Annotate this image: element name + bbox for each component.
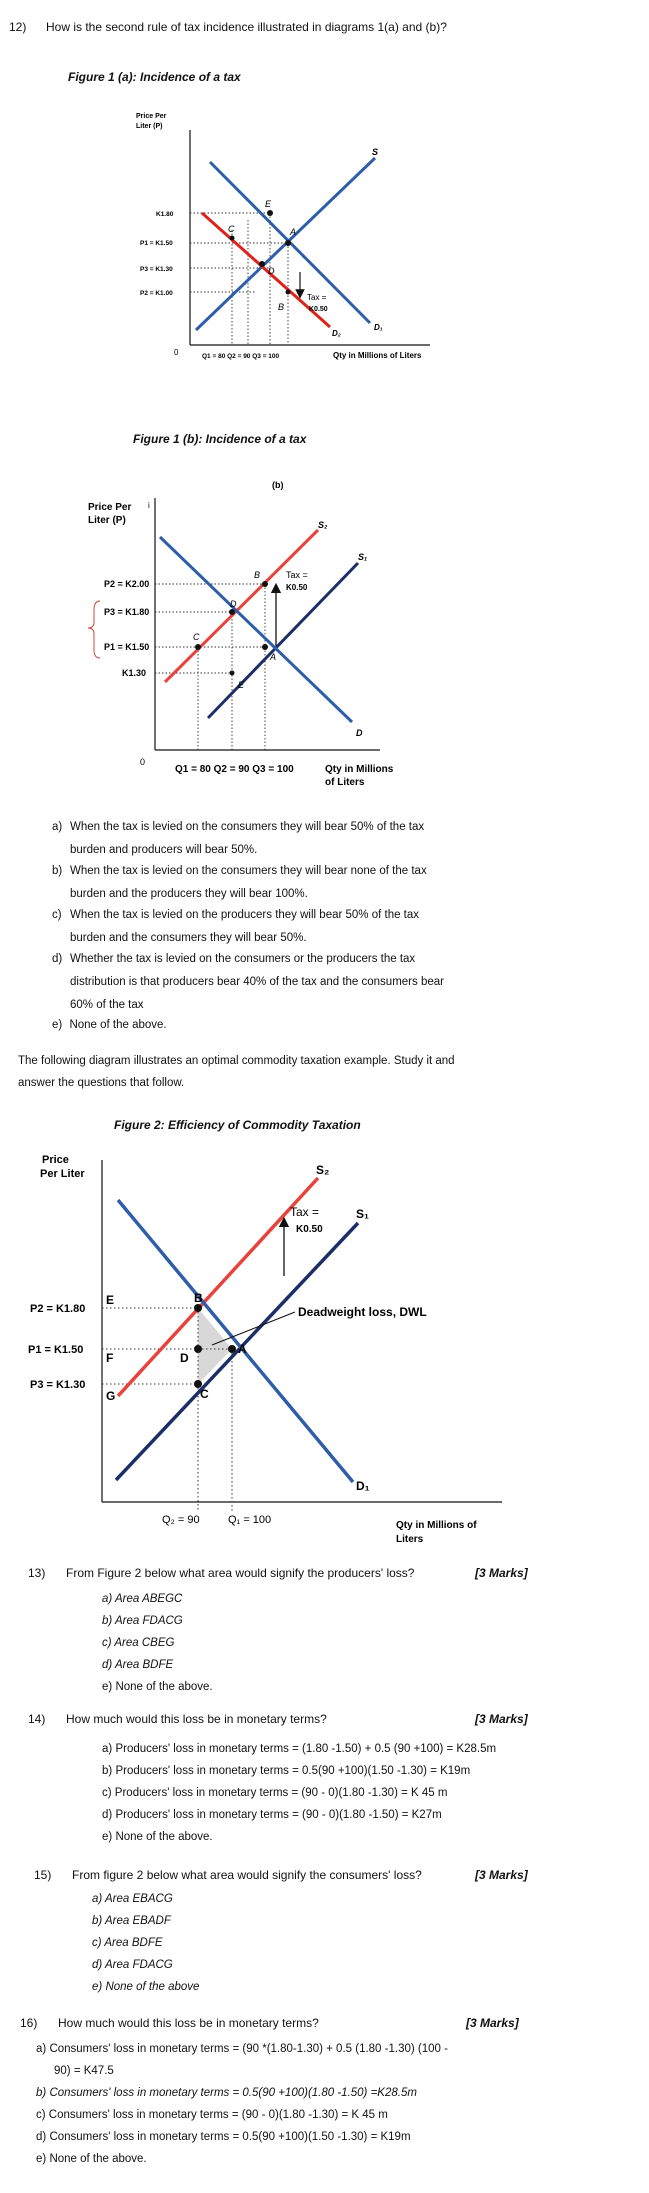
q12-option-a-label: a) bbox=[52, 821, 63, 833]
fig1b-panel: (b) bbox=[272, 480, 284, 490]
q12-option-b-line2: burden and the producers they will bear 100%. bbox=[70, 888, 308, 900]
q13-option-d-text: Area BDFE bbox=[115, 1659, 174, 1671]
fig2-xlabel-1: Qty in Millions of bbox=[396, 1520, 477, 1531]
fig1a-ylabel-2: Liter (P) bbox=[136, 123, 163, 130]
fig1a-point-c bbox=[230, 236, 235, 241]
q15-option-e bbox=[92, 1980, 199, 1995]
fig1b-p-p3: P3 = K1.80 bbox=[104, 607, 150, 617]
fig1b-x-labels: Q1 = 80 Q2 = 90 Q3 = 100 bbox=[175, 764, 294, 775]
q16-option-d-label: d) bbox=[36, 2131, 47, 2143]
q13-option-b-label: b) bbox=[102, 1615, 113, 1627]
fig1b-tax-label-1: Tax = bbox=[286, 570, 308, 580]
fig2-label-a: A bbox=[238, 1342, 247, 1356]
q16-option-a-label: a) bbox=[36, 2043, 47, 2055]
fig1a-label-e: E bbox=[265, 199, 272, 209]
q14-option-d-text: Producers' loss in monetary terms = (90 - 0)(1.80 -1.50) = K27m bbox=[115, 1809, 442, 1821]
q12-option-d-line2: distribution is that producers bear 40% of the tax and the consumers bear bbox=[70, 976, 444, 988]
q14-option-b bbox=[102, 1764, 470, 1779]
q12-option-d-line3: 60% of the tax bbox=[70, 999, 144, 1011]
fig2-point-d bbox=[194, 1345, 202, 1353]
fig1a-label-d1: D₁ bbox=[374, 323, 383, 332]
fig2-ylabel-2: Per Liter bbox=[40, 1168, 85, 1180]
figure-1a bbox=[0, 0, 649, 400]
fig2-label-b: B bbox=[194, 1291, 203, 1305]
q13-option-a bbox=[102, 1592, 182, 1607]
q12-option-c-line2: burden and the consumers they will bear 50%. bbox=[70, 932, 307, 944]
q16-option-e bbox=[36, 2152, 147, 2167]
q12-option-d-label: d) bbox=[52, 953, 63, 965]
fig1a-origin: 0 bbox=[174, 348, 179, 357]
fig1b-point-c bbox=[195, 644, 201, 650]
q12-option-d bbox=[52, 952, 612, 1013]
fig1a-point-e bbox=[267, 210, 273, 216]
fig1a-label-c: C bbox=[228, 224, 235, 234]
q16-option-a-text: Consumers' loss in monetary terms = (90 *(1.80-1.30) + 0.5 (1.80 -1.30) (100 - bbox=[49, 2043, 448, 2055]
fig1a-x-labels: Q1 = 80 Q2 = 90 Q3 = 100 bbox=[202, 353, 280, 360]
fig1b-tax-label-2: K0.50 bbox=[286, 583, 308, 592]
q13-option-b bbox=[102, 1614, 183, 1629]
q14-option-a-text: Producers' loss in monetary terms = (1.80 -1.50) + 0.5 (90 +100) = K28.5m bbox=[115, 1743, 497, 1755]
fig2-label-e: E bbox=[106, 1293, 115, 1307]
fig1b-xlabel-1: Qty in Millions bbox=[325, 764, 394, 775]
q15-option-e-text: None of the above bbox=[105, 1981, 200, 1993]
fig1b-label-e: E bbox=[238, 680, 245, 690]
q14-option-b-label: b) bbox=[102, 1765, 113, 1777]
fig1b-point-b bbox=[262, 581, 268, 587]
fig2-label-f: F bbox=[106, 1351, 114, 1365]
q15-number: 15) bbox=[34, 1868, 52, 1882]
fig1a-title: Figure 1 (a): Incidence of a tax bbox=[68, 70, 241, 84]
fig1b-point-a bbox=[262, 644, 268, 650]
fig1b-point-e bbox=[230, 671, 235, 676]
figure-2 bbox=[0, 1140, 649, 1580]
fig1b-point-d bbox=[229, 609, 235, 615]
fig2-label-g: G bbox=[106, 1389, 116, 1403]
fig1a-label-s: S bbox=[372, 147, 379, 157]
q12-number: 12) bbox=[9, 20, 27, 34]
fig1b-label-b: B bbox=[254, 570, 261, 580]
q12-option-a bbox=[52, 820, 612, 858]
q13-option-a-text: Area ABEGC bbox=[115, 1593, 183, 1605]
q13-option-e-text: None of the above. bbox=[115, 1681, 213, 1693]
intro-line-2: answer the questions that follow. bbox=[18, 1077, 185, 1089]
fig2-label-s1: S₁ bbox=[356, 1207, 369, 1221]
q15-option-c-label: c) bbox=[92, 1937, 102, 1949]
q15-option-b-text: Area EBADF bbox=[105, 1915, 171, 1927]
fig1a-ylabel-1: Price Per bbox=[136, 113, 167, 120]
fig1a-guides bbox=[190, 213, 288, 345]
fig2-label-d: D bbox=[180, 1351, 189, 1365]
fig1b-p-p2: P2 = K2.00 bbox=[104, 579, 150, 589]
fig2-p-p2: P2 = K1.80 bbox=[30, 1303, 86, 1315]
q14-text: How much would this loss be in monetary terms? bbox=[66, 1712, 327, 1726]
fig1a-label-d: D bbox=[268, 266, 275, 276]
q12-option-b-line1: When the tax is levied on the consumers they will bear none of the tax bbox=[70, 865, 427, 877]
q14-option-a-label: a) bbox=[102, 1743, 113, 1755]
q16-option-d-text: Consumers' loss in monetary terms = 0.5(90 +100)(1.50 -1.30) = K19m bbox=[49, 2131, 411, 2143]
fig1b-demand-d bbox=[160, 537, 352, 722]
fig2-q2: Q₂ = 90 bbox=[162, 1514, 200, 1526]
fig1a-p-p3: P3 = K1.30 bbox=[140, 266, 173, 273]
fig1b-label-s2: S₂ bbox=[318, 520, 328, 530]
q14-option-c bbox=[102, 1786, 447, 1801]
q12-option-a-line1: When the tax is levied on the consumers they will bear 50% of the tax bbox=[70, 821, 425, 833]
fig2-xlabel-2: Liters bbox=[396, 1534, 424, 1545]
q15-text: From figure 2 below what area would signify the consumers' loss? bbox=[72, 1868, 422, 1882]
q13-marks: [3 Marks] bbox=[475, 1566, 528, 1580]
q13-option-a-label: a) bbox=[102, 1593, 113, 1605]
q15-option-c bbox=[92, 1936, 163, 1951]
fig1a-p-k180: K1.80 bbox=[156, 211, 174, 218]
q12-option-d-line1: Whether the tax is levied on the consumers or the producers the tax bbox=[70, 953, 416, 965]
fig1a-label-a: A bbox=[290, 227, 297, 237]
q14-option-b-text: Producers' loss in monetary terms = 0.5(90 +100)(1.50 -1.30) = K19m bbox=[115, 1765, 471, 1777]
fig2-tax-label-1: Tax = bbox=[290, 1205, 320, 1219]
q15-option-b bbox=[92, 1914, 171, 1929]
q13-option-d bbox=[102, 1658, 173, 1673]
q12-option-b bbox=[52, 864, 612, 902]
q12-option-e-line1: None of the above. bbox=[69, 1019, 167, 1031]
fig1b-ylabel-1: Price Per bbox=[88, 502, 132, 513]
fig1a-point-a bbox=[285, 240, 291, 246]
q16-option-e-label: e) bbox=[36, 2153, 47, 2165]
fig2-ylabel-1: Price bbox=[42, 1154, 69, 1166]
q13-option-c bbox=[102, 1636, 174, 1651]
q13-number: 13) bbox=[28, 1566, 46, 1580]
fig1a-point-b bbox=[286, 290, 291, 295]
fig1b-bracket bbox=[88, 601, 100, 658]
q15-marks: [3 Marks] bbox=[475, 1868, 528, 1882]
fig1a-label-d2: D₂ bbox=[332, 329, 341, 338]
q16-option-b-label: b) bbox=[36, 2087, 47, 2099]
q12-option-a-line2: burden and producers will bear 50%. bbox=[70, 844, 258, 856]
fig1a-point-d bbox=[259, 261, 265, 267]
q13-option-e-label: e) bbox=[102, 1681, 113, 1693]
q15-option-a bbox=[92, 1892, 173, 1907]
fig1b-label-d: D bbox=[356, 728, 363, 738]
fig2-tax-label-2: K0.50 bbox=[296, 1224, 323, 1235]
fig2-point-b bbox=[194, 1304, 202, 1312]
q16-text: How much would this loss be in monetary terms? bbox=[58, 2016, 319, 2030]
q14-option-e-text: None of the above. bbox=[115, 1831, 213, 1843]
fig1b-label-s1: S₁ bbox=[358, 552, 368, 562]
q16-number: 16) bbox=[20, 2016, 38, 2030]
q14-option-d bbox=[102, 1808, 442, 1823]
fig2-point-a bbox=[228, 1345, 236, 1353]
q16-option-b-text: Consumers' loss in monetary terms = 0.5(90 +100)(1.80 -1.50) =K28.5m bbox=[49, 2087, 417, 2099]
fig1a-p-p1: P1 = K1.50 bbox=[140, 240, 173, 247]
q16-option-c-text: Consumers' loss in monetary terms = (90 - 0)(1.80 -1.30) = K 45 m bbox=[48, 2109, 388, 2121]
fig1b-p-k130: K1.30 bbox=[122, 668, 147, 678]
q13-option-b-text: Area FDACG bbox=[115, 1615, 183, 1627]
q16-option-a bbox=[36, 2042, 616, 2079]
fig2-p-p3: P3 = K1.30 bbox=[30, 1379, 86, 1391]
figure-1b bbox=[0, 460, 649, 820]
q16-option-d bbox=[36, 2130, 411, 2145]
fig1b-label-c: C bbox=[193, 632, 200, 642]
q15-option-b-label: b) bbox=[92, 1915, 103, 1927]
q15-option-d-text: Area FDACG bbox=[105, 1959, 173, 1971]
q14-option-e-label: e) bbox=[102, 1831, 113, 1843]
q13-option-d-label: d) bbox=[102, 1659, 113, 1671]
fig1b-origin: 0 bbox=[140, 757, 146, 767]
q14-option-d-label: d) bbox=[102, 1809, 113, 1821]
fig1a-tax-label-1: Tax = bbox=[307, 293, 327, 302]
q14-option-c-text: Producers' loss in monetary terms = (90 - 0)(1.80 -1.30) = K 45 m bbox=[114, 1787, 448, 1799]
q15-option-a-label: a) bbox=[92, 1893, 103, 1905]
fig2-label-c: C bbox=[200, 1387, 209, 1401]
q16-option-c-label: c) bbox=[36, 2109, 46, 2121]
q12-option-e-label: e) bbox=[52, 1019, 63, 1031]
q15-option-c-text: Area BDFE bbox=[104, 1937, 163, 1949]
fig1a-p-p2: P2 = K1.00 bbox=[140, 290, 173, 297]
q15-option-a-text: Area EBACG bbox=[105, 1893, 173, 1905]
fig2-q1: Q₁ = 100 bbox=[228, 1514, 272, 1526]
fig1b-supply-s2 bbox=[165, 530, 318, 682]
fig1b-title: Figure 1 (b): Incidence of a tax bbox=[133, 432, 307, 446]
fig1b-tick: i bbox=[148, 501, 150, 510]
fig1b-ylabel-2: Liter (P) bbox=[88, 515, 126, 526]
fig1b-xlabel-2: of Liters bbox=[325, 777, 365, 788]
fig2-p-p1: P1 = K1.50 bbox=[28, 1344, 84, 1356]
q16-option-b bbox=[36, 2086, 417, 2101]
fig1b-label-a: A bbox=[270, 652, 277, 662]
q16-option-a-text2: 90) = K47.5 bbox=[54, 2065, 114, 2077]
fig1a-xlabel: Qty in Millions of Liters bbox=[333, 351, 422, 360]
q15-option-d-label: d) bbox=[92, 1959, 103, 1971]
q16-option-c bbox=[36, 2108, 388, 2123]
q13-option-e bbox=[102, 1680, 213, 1695]
q14-option-e bbox=[102, 1830, 213, 1845]
fig1b-supply-s1 bbox=[208, 563, 358, 718]
q16-option-e-text: None of the above. bbox=[49, 2153, 147, 2165]
q12-option-c-label: c) bbox=[52, 909, 62, 921]
q12-option-c-line1: When the tax is levied on the producers they will bear 50% of the tax bbox=[70, 909, 420, 921]
fig2-label-d1: D₁ bbox=[356, 1479, 370, 1493]
fig2-title: Figure 2: Efficiency of Commodity Taxation bbox=[114, 1118, 361, 1132]
q12-text: How is the second rule of tax incidence illustrated in diagrams 1(a) and (b)? bbox=[46, 20, 447, 34]
q14-option-c-label: c) bbox=[102, 1787, 112, 1799]
fig1a-tax-label-2: K0.50 bbox=[309, 306, 328, 313]
fig2-label-s2: S₂ bbox=[316, 1163, 330, 1177]
q16-marks: [3 Marks] bbox=[466, 2016, 519, 2030]
q14-number: 14) bbox=[28, 1712, 46, 1726]
q12-option-c bbox=[52, 908, 612, 946]
q13-text: From Figure 2 below what area would signify the producers' loss? bbox=[66, 1566, 415, 1580]
q15-option-e-label: e) bbox=[92, 1981, 103, 1993]
q13-option-c-text: Area CBEG bbox=[114, 1637, 175, 1649]
fig2-supply-s1 bbox=[116, 1223, 358, 1480]
q13-option-c-label: c) bbox=[102, 1637, 112, 1649]
intro-line-1: The following diagram illustrates an optimal commodity taxation example. Study it and bbox=[18, 1055, 455, 1067]
q12-option-b-label: b) bbox=[52, 865, 63, 877]
q15-option-d bbox=[92, 1958, 173, 1973]
fig1a-label-b: B bbox=[278, 302, 285, 312]
fig1b-p-p1: P1 = K1.50 bbox=[104, 642, 150, 652]
q12-option-e bbox=[52, 1018, 167, 1033]
fig2-dwl-label: Deadweight loss, DWL bbox=[298, 1305, 427, 1319]
fig1b-guides bbox=[155, 584, 265, 750]
q14-option-a bbox=[102, 1742, 496, 1757]
q14-marks: [3 Marks] bbox=[475, 1712, 528, 1726]
fig1b-label-d: D bbox=[230, 599, 237, 609]
